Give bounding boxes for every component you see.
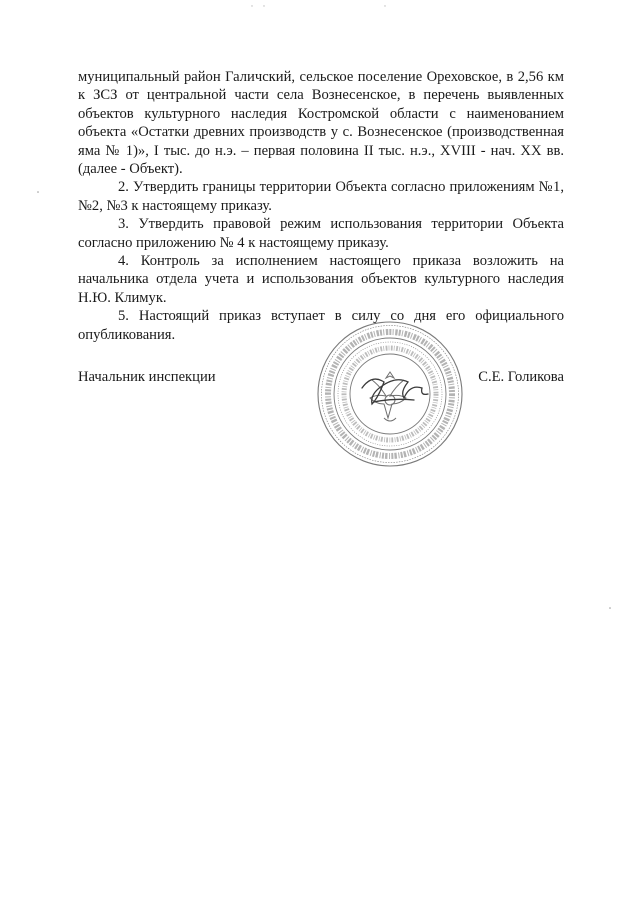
signatory-position: Начальник инспекции [78,369,216,385]
paragraph-item-2: 2. Утвердить границы территории Объекта согласно приложениям №1, №2, №3 к настоящему приказу. [78,179,564,214]
signatory-name: С.Е. Голикова [478,369,564,385]
official-round-seal-icon [314,318,466,470]
paragraph-item-4: 4. Контроль за исполнением настоящего приказа возложить на начальника отдела учета и использования объектов культурного наследия Н.Ю. Климук. [78,253,564,306]
order-body-text [78,68,564,344]
signature-block [78,368,564,390]
paragraph-item-3: 3. Утвердить правовой режим использования территории Объекта согласно приложению № 4 к настоящему приказу. [78,216,564,251]
paragraph-item-5: 5. Настоящий приказ вступает в силу со дня его официального опубликования. [78,308,564,343]
paragraph-continuation: муниципальный район Галичский, сельское поселение Ореховское, в 2,56 км к ЗСЗ от центральной части села Вознесенское, в перечень выявленных объектов культурного наследия Костромской области с наименованием объекта «Остатки древних производств у с. Вознесенское (производственная яма № 1)», I тыс. до н.э. – первая половина II тыс. н.э., XVIII - нач. XX вв. (далее - Объект). [78,69,564,178]
